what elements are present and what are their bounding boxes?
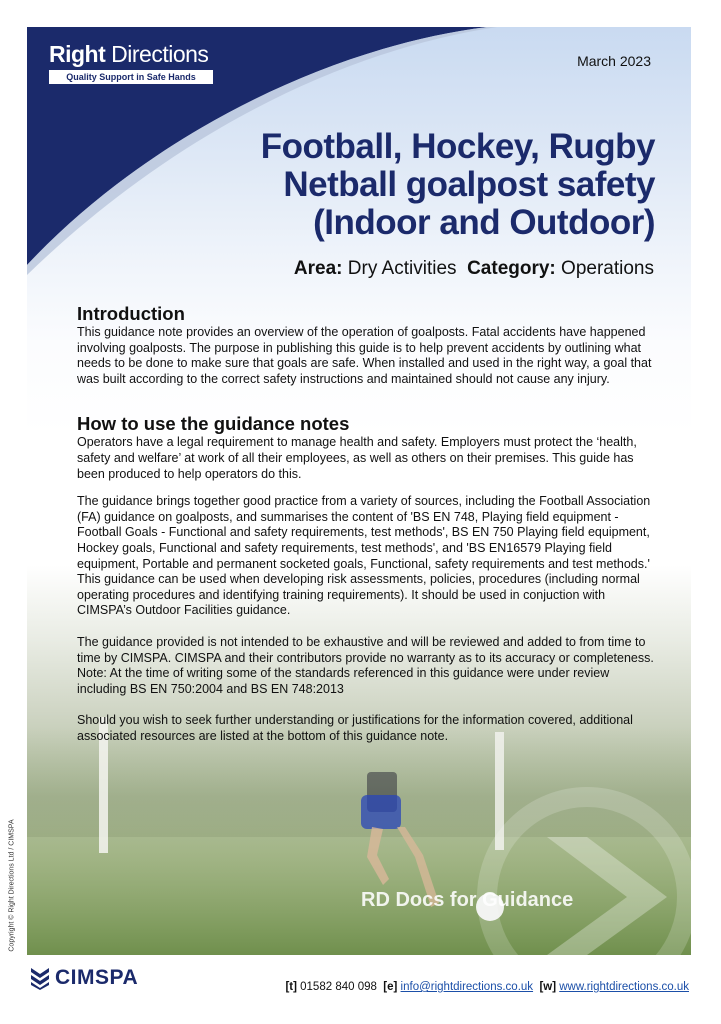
- title-line-2: Netball goalpost safety: [283, 165, 655, 204]
- logo-bold-text: Right: [49, 41, 106, 67]
- howto-paragraph-5: Should you wish to seek further understanding or justifications for the information covered, additional associated resources are listed at the bottom of this guidance note.: [77, 713, 633, 743]
- title-line-3: (Indoor and Outdoor): [313, 203, 655, 242]
- website-link[interactable]: www.rightdirections.co.uk: [559, 981, 689, 993]
- cimspa-logo: [29, 966, 138, 990]
- area-label: Area:: [293, 258, 343, 279]
- howto-paragraph-2: The guidance brings together good practice from a variety of sources, including the Football Association (FA) guidance on goalposts, and summarises the content of 'BS EN 748, Playing field equipment - Football Goals - Functional and safety requirements, test methods', BS EN 750 Playing field equipment, Hockey goals, Functional and safety requirements, test methods', and 'BS EN16579 Playing field equipment, Portable and permanent socketed goals, Functional, safety requirements and test methods.': [77, 494, 651, 571]
- rd-docs-watermark: RD Docs for Guidance: [361, 889, 574, 911]
- category-value: Operations: [561, 258, 654, 279]
- document-body: [77, 303, 657, 744]
- document-page: [27, 27, 691, 955]
- email-link[interactable]: info@rightdirections.co.uk: [400, 981, 534, 993]
- area-value: Dry Activities: [347, 258, 457, 279]
- howto-paragraph-4: The guidance provided is not intended to be exhaustive and will be reviewed and added to from time to time by CIMSPA. CIMSPA and their contributors provide no warranty as to its accuracy or completeness. Note: At the time of writing some of the standards referenced in this guidance were under review including BS EN 750:2004 and BS EN 748:2013: [77, 634, 654, 696]
- howto-paragraph-3: This guidance can be used when developing risk assessments, policies, procedures (including normal operating procedures and identifying training requirements). It should be used in conjuction with CIMSPA’s Outdoor Facilities guidance.: [77, 572, 640, 618]
- logo-wordmark: [49, 41, 219, 67]
- page-title: [135, 128, 655, 242]
- tel-label: [t]: [285, 981, 297, 993]
- document-date: March 2023: [577, 53, 651, 69]
- howto-paragraph-1: Operators have a legal requirement to manage health and safety. Employers must protect the ‘health, safety and welfare’ at work of all their employees, as well as others on their premises. This guide has been produced to help operators do this.: [77, 435, 637, 481]
- area-category-line: [294, 258, 654, 280]
- logo-tagline: Quality Support in Safe Hands: [49, 70, 213, 84]
- email-label: [e]: [383, 981, 398, 993]
- web-label: [w]: [539, 981, 557, 993]
- intro-paragraph: This guidance note provides an overview of the operation of goalposts. Fatal accidents have happened involving goalposts. The purpose in publishing this guide is to help prevent accidents by outlining what needs to be done to make sure that goals are safe. When installed and used in the right way, a goal that was built according to the correct safety instructions and maintained should not cause any injury.: [77, 325, 652, 386]
- footer-contact: [285, 981, 689, 993]
- intro-heading: Introduction: [77, 303, 185, 324]
- right-directions-logo: [49, 41, 219, 84]
- category-label: Category:: [467, 258, 556, 279]
- telephone-number: 01582 840 098: [300, 981, 377, 993]
- logo-light-text: Directions: [111, 41, 209, 67]
- cimspa-chevron-icon: [29, 966, 51, 990]
- howto-heading: How to use the guidance notes: [77, 413, 350, 435]
- copyright-notice: Copyright © Right Directions Ltd / CIMSPA: [8, 819, 16, 952]
- title-line-1: Football, Hockey, Rugby: [260, 127, 655, 166]
- cimspa-wordmark: CIMSPA: [55, 966, 139, 989]
